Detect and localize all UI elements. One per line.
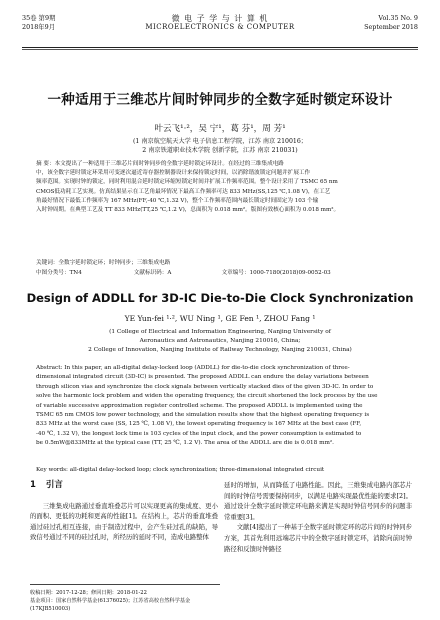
title-cn: 一种适用于三维芯片间时钟同步的全数字延时锁定环设计 — [47, 92, 393, 108]
body-paragraph: 文献[4]提出了一种基于全数字延时锁定环的芯片间的时钟同步方案，其首先利用远端芯片中的全数字延时锁定环，消除向前时钟路径和反馈时钟路径 — [224, 523, 413, 553]
abstract-line: 833 MHz at the worst case (SS, 125 ℃, 1.08 V), the lowest operating frequency is 167 MHz at the best case (FF, — [36, 421, 362, 428]
journal-name-en: MICROELECTRONICS & COMPUTER — [145, 23, 295, 31]
abstract-line: through silicon vias and synchronize the clock signals between vertically stacked dies of the given 3D-IC. In order to — [36, 383, 374, 390]
title-en: Design of ADDLL for 3D-IC Die-to-Die Clock Synchronization — [26, 291, 414, 305]
article-number: 文章编号：1000-7180(2018)09-0052-03 — [221, 270, 331, 276]
classification-row — [36, 268, 404, 276]
keywords-en: Key words: all-digital delay-locked loop; clock synchronization; three-dimensional integrated circuit — [36, 467, 325, 473]
abstract-en — [36, 364, 404, 449]
fund-project: 基金项目：国家自然科学基金(61376025)；江苏省高校自然科学基金(17KJB510003) — [30, 598, 191, 612]
authors-cn: 叶云飞¹·²，吴 宁¹，葛 芬¹，周 芳¹ — [154, 124, 286, 134]
header-rule-thin — [22, 49, 418, 50]
section-heading — [30, 480, 218, 491]
affiliation-line: Aeronautics and Astronautics, Nanjing 210016, China; — [139, 337, 301, 344]
abstract-line: be 0.5mW@833MHz at the typical case (TT, 25 ℃, 1.2 V). The area of the ADDLL are die is 0.018 mm². — [36, 440, 334, 447]
section-title: 引言 — [45, 480, 63, 490]
abstract-cn — [36, 160, 404, 215]
abstract-line: dimensional integrated circuit (3D-IC) is presented. The proposed ADDLL can endure the delay variations between — [36, 374, 369, 381]
body-paragraph: 三维集成电路通过垂直堆叠芯片可以实现更高的集成度、更小的面积、更低的功耗和更高的性能[1]。在结构上，芯片的垂直堆叠通过硅过孔相互连接，由于制造过程中，会产生硅过孔的缺陷，导致信号通过不同的硅过孔时，所经历的延时不同，造成电路整体 — [30, 501, 218, 542]
date-en: September 2018 — [364, 23, 418, 31]
affiliation-line: (1 南京航空航天大学 电子信息工程学院，江苏 南京 210016； — [133, 138, 307, 145]
footnote — [30, 584, 220, 613]
clc-number: 中图分类号：TN4 — [36, 270, 82, 276]
affiliation-line: (1 College of Electrical and Information Engineering, Nanjing University of — [109, 329, 331, 335]
header-right — [364, 14, 418, 32]
abstract-line: 入时钟周期。在典型工艺及 TT 833 MHz(TT,25 ℃,1.2 V)，总面积为 0.018 mm²。版图有效核心面积为 0.018 mm²。 — [36, 207, 340, 214]
body-paragraph: 延时的增加，从而降低了电路性能。因此，三维集成电路内部芯片间的时钟信号需要保持同步，以满足电路实现最优性能的要求[2]。通过设计全数字延时锁定环电路来满足实现时钟信号同步的问题非常重要[3]。 — [224, 481, 412, 521]
document-code: 文献标识码：A — [133, 270, 172, 276]
abstract-line: of variable successive approximation register controlled scheme. The proposed ADDLL is implemented using the — [36, 402, 363, 409]
header-rule — [22, 47, 418, 48]
abstract-line: Abstract: In this paper, an all-digital delay-locked loop (ADDLL) for die-to-die clock synchronization of three- — [36, 365, 350, 371]
affiliation-line: 2 南京铁道职业技术学院 创新学院，江苏 南京 210031) — [142, 147, 298, 154]
affiliations-en — [0, 328, 440, 354]
abstract-line: TSMC 65 nm CMOS low power technology, and the simulation results show that the highest operating frequency is — [36, 412, 370, 419]
abstract-line: 中，该全数字延时锁定环采用可变逐次逼近寄存器控制器设计来保持锁定时间，以消除谐波锁定问题并扩展工作 — [36, 170, 311, 177]
abstract-line: 频率范围。实现时钟的锁定，同时利用混合延时锁定环缩短锁定时间并扩展工作频率范围。整个设计采用了 TSMC 65 nm — [36, 179, 338, 186]
keywords-cn: 关键词：全数字延时锁定环；时钟同步；三维集成电路 — [36, 260, 171, 266]
header-center — [22, 14, 418, 32]
body-column-left — [30, 480, 218, 543]
authors-en: YE Yun-fei ¹·², WU Ning ¹, GE Fen ¹, ZHOU Fang ¹ — [124, 314, 316, 323]
section-number: 1 — [30, 480, 36, 490]
abstract-line: 角最好情况下最低工作频率为 167 MHz(FF,-40 ℃,1.32 V)，整个工作频率范围内最长锁定时间固定为 103 个输 — [36, 197, 319, 204]
abstract-line: 摘 要：本文提出了一种适用于三维芯片间时钟同步的全数字延时锁定环设计。在经过的三维集成电路 — [36, 161, 284, 167]
volume-cn: 35卷 第9期 — [22, 14, 56, 22]
journal-name-cn: 微 电 子 学 与 计 算 机 — [171, 14, 269, 23]
affiliations-cn — [0, 137, 440, 155]
running-header — [22, 14, 418, 46]
date-cn: 2018年9月 — [22, 23, 56, 31]
abstract-line: -40 ℃, 1.32 V), the longest lock time is 103 cycles of the input clock, and the power consumption is estimated to — [36, 430, 362, 437]
received-date: 收稿日期：2017-12-28；修回日期：2018-01-22 — [30, 590, 147, 596]
body-column-right — [224, 480, 412, 554]
affiliation-line: 2 College of Innovation, Nanjing Institute of Railway Technology, Nanjing 210031, China) — [88, 346, 352, 353]
abstract-line: solve the harmonic lock problem and widen the operating frequency, the circuit shortened the lock process by the use — [36, 393, 378, 400]
abstract-line: CMOS低功耗工艺实现。仿真结果显示在工艺角最坏情况下最高工作频率可达 833 MHz(SS,125 ℃,1.08 V)，在工艺 — [36, 188, 331, 195]
volume-en: Vol.35 No. 9 — [378, 14, 418, 22]
